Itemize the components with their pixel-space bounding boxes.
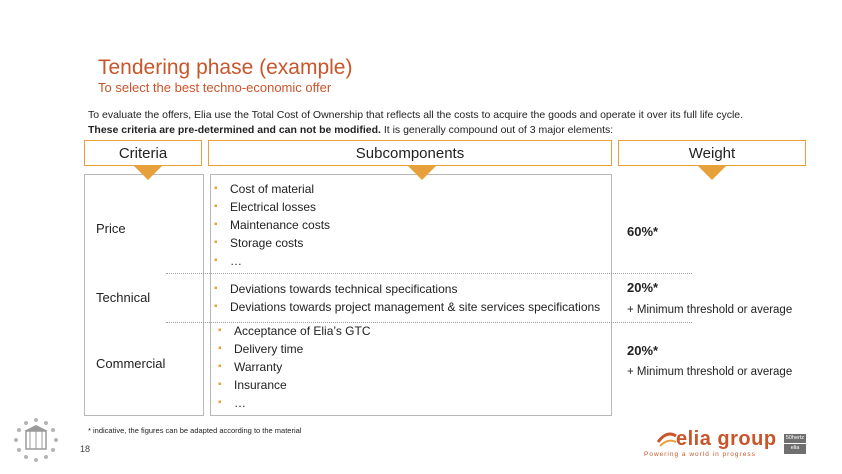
intro-line-1: To evaluate the offers, Elia use the Total Cost of Ownership that reflects all the costs to acquire the goods and operate it over its full life cycle. xyxy=(88,109,744,121)
footnote: * indicative, the figures can be adapted according to the material xyxy=(88,426,302,435)
list-item: ▪ Maintenance costs xyxy=(214,218,331,232)
criterion-price: Price xyxy=(96,221,126,236)
weight-arrow-icon xyxy=(698,166,726,180)
weight-header-label: Weight xyxy=(688,144,736,162)
badge-line-2: elia xyxy=(784,443,806,453)
bullet-icon: ▪ xyxy=(214,301,218,312)
badge-line-1: 50hertz xyxy=(785,435,805,441)
technical-subcomponents-list xyxy=(214,280,600,316)
page-subtitle: To select the best techno-economic offer xyxy=(98,80,332,95)
weight-technical: 20%* xyxy=(627,280,659,295)
bullet-icon: ▪ xyxy=(218,343,222,354)
bullet-icon: ▪ xyxy=(214,183,218,194)
list-item: ▪ Insurance xyxy=(218,378,287,392)
bullet-icon: ▪ xyxy=(218,379,222,390)
weight-commercial: 20%* xyxy=(627,343,659,358)
page-number: 18 xyxy=(80,444,91,454)
bullet-icon: ▪ xyxy=(218,397,222,408)
row-divider-1 xyxy=(166,273,692,274)
subcomponents-arrow-icon xyxy=(408,166,436,180)
price-subcomponents-list xyxy=(214,180,330,270)
list-item: ▪ Storage costs xyxy=(214,236,304,250)
page-title: Tendering phase (example) xyxy=(98,56,353,79)
weight-technical-note: + Minimum threshold or average xyxy=(627,304,793,316)
list-item: ▪ Warranty xyxy=(218,360,283,374)
subcomponents-header-label: Subcomponents xyxy=(355,144,465,162)
logo-tagline: Powering a world in progress xyxy=(644,451,756,458)
intro-rest: It is generally compound out of 3 major elements: xyxy=(380,124,614,136)
group-badge xyxy=(784,434,806,454)
list-item: ▪ … xyxy=(218,396,246,410)
criterion-commercial: Commercial xyxy=(96,356,166,371)
bullet-icon: ▪ xyxy=(218,325,222,336)
list-item: ▪ Delivery time xyxy=(218,342,304,356)
list-item: ▪ Acceptance of Elia’s GTC xyxy=(218,324,371,338)
elia-group-logo-text: elia group xyxy=(676,428,777,450)
criteria-header-label: Criteria xyxy=(118,144,168,162)
europe-stars-seal-icon xyxy=(10,414,62,466)
intro-bold: These criteria are pre-determined and can not be modified. xyxy=(88,124,381,136)
weight-header xyxy=(618,140,806,166)
weight-price: 60%* xyxy=(627,224,659,239)
bullet-icon: ▪ xyxy=(214,219,218,230)
elia-swoosh-icon xyxy=(656,428,678,450)
weight-commercial-note: + Minimum threshold or average xyxy=(627,366,793,378)
bullet-icon: ▪ xyxy=(214,283,218,294)
bullet-icon: ▪ xyxy=(214,255,218,266)
subcomponents-header xyxy=(208,140,612,166)
bullet-icon: ▪ xyxy=(214,201,218,212)
list-item: ▪ Cost of material xyxy=(214,182,315,196)
list-item: ▪ Electrical losses xyxy=(214,200,317,214)
list-item: ▪ Deviations towards technical specifications xyxy=(214,282,458,296)
bullet-icon: ▪ xyxy=(214,237,218,248)
commercial-subcomponents-list xyxy=(218,322,371,412)
list-item: ▪ Deviations towards project management & site services specifications xyxy=(214,300,601,314)
list-item: ▪ … xyxy=(214,254,242,268)
bullet-icon: ▪ xyxy=(218,361,222,372)
intro-line-2 xyxy=(88,124,613,136)
criteria-arrow-icon xyxy=(134,166,162,180)
criteria-header xyxy=(84,140,202,166)
criterion-technical: Technical xyxy=(96,290,151,305)
